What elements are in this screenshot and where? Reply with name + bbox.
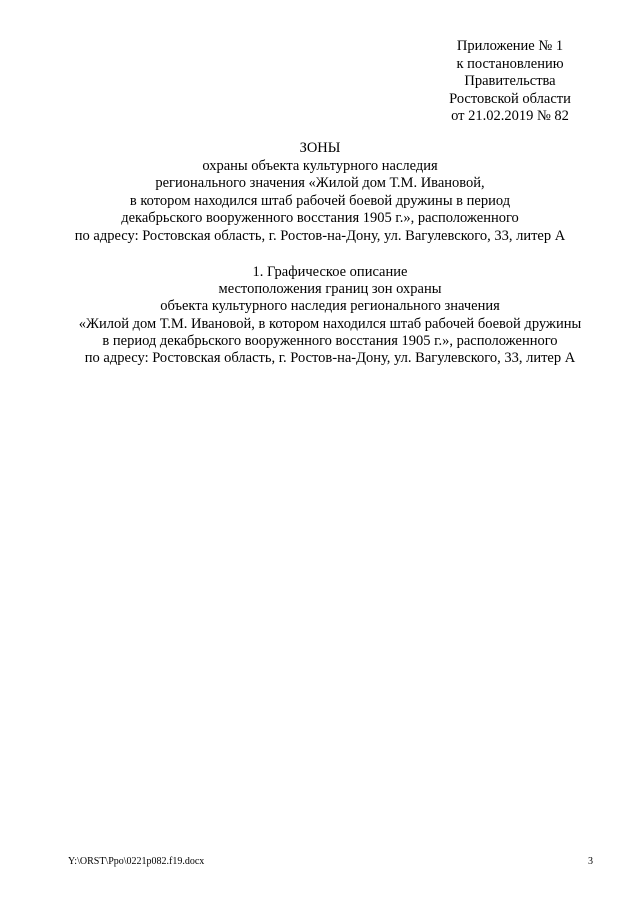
section-line: по адресу: Ростовская область, г. Ростов-на-Дону, ул. Вагулевского, 33, литер А (84, 350, 576, 367)
title-line: охраны объекта культурного наследия (202, 157, 438, 174)
appendix-line: к постановлению (456, 55, 564, 72)
title-line: ЗОНЫ (299, 140, 341, 156)
appendix-line: Правительства (464, 73, 556, 90)
title-line: декабрьского вооруженного восстания 1905 г.», расположенного (121, 210, 519, 227)
title-line: регионального значения «Жилой дом Т.М. Ивановой, (155, 175, 485, 192)
section-line: 1. Графическое описание (252, 264, 408, 280)
appendix-line: Приложение № 1 (456, 38, 564, 54)
document-title (40, 140, 600, 246)
section-line: объекта культурного наследия регионального значения (160, 298, 500, 315)
section-heading (40, 264, 620, 367)
appendix-header (420, 38, 600, 126)
appendix-line: Ростовской области (449, 90, 571, 107)
section-line: в период декабрьского вооруженного восстания 1905 г.», расположенного (102, 332, 558, 349)
appendix-line: от 21.02.2019 № 82 (451, 108, 569, 125)
section-line: «Жилой дом Т.М. Ивановой, в котором находился штаб рабочей боевой дружины (78, 315, 582, 332)
footer-page-number: 3 (588, 856, 593, 867)
footer-file-path: Y:\ORST\Ppo\0221p082.f19.docx (68, 856, 205, 867)
section-line: местоположения границ зон охраны (218, 281, 442, 298)
title-line: по адресу: Ростовская область, г. Ростов-на-Дону, ул. Вагулевского, 33, литер А (74, 227, 566, 244)
title-line: в котором находился штаб рабочей боевой дружины в период (129, 192, 511, 209)
